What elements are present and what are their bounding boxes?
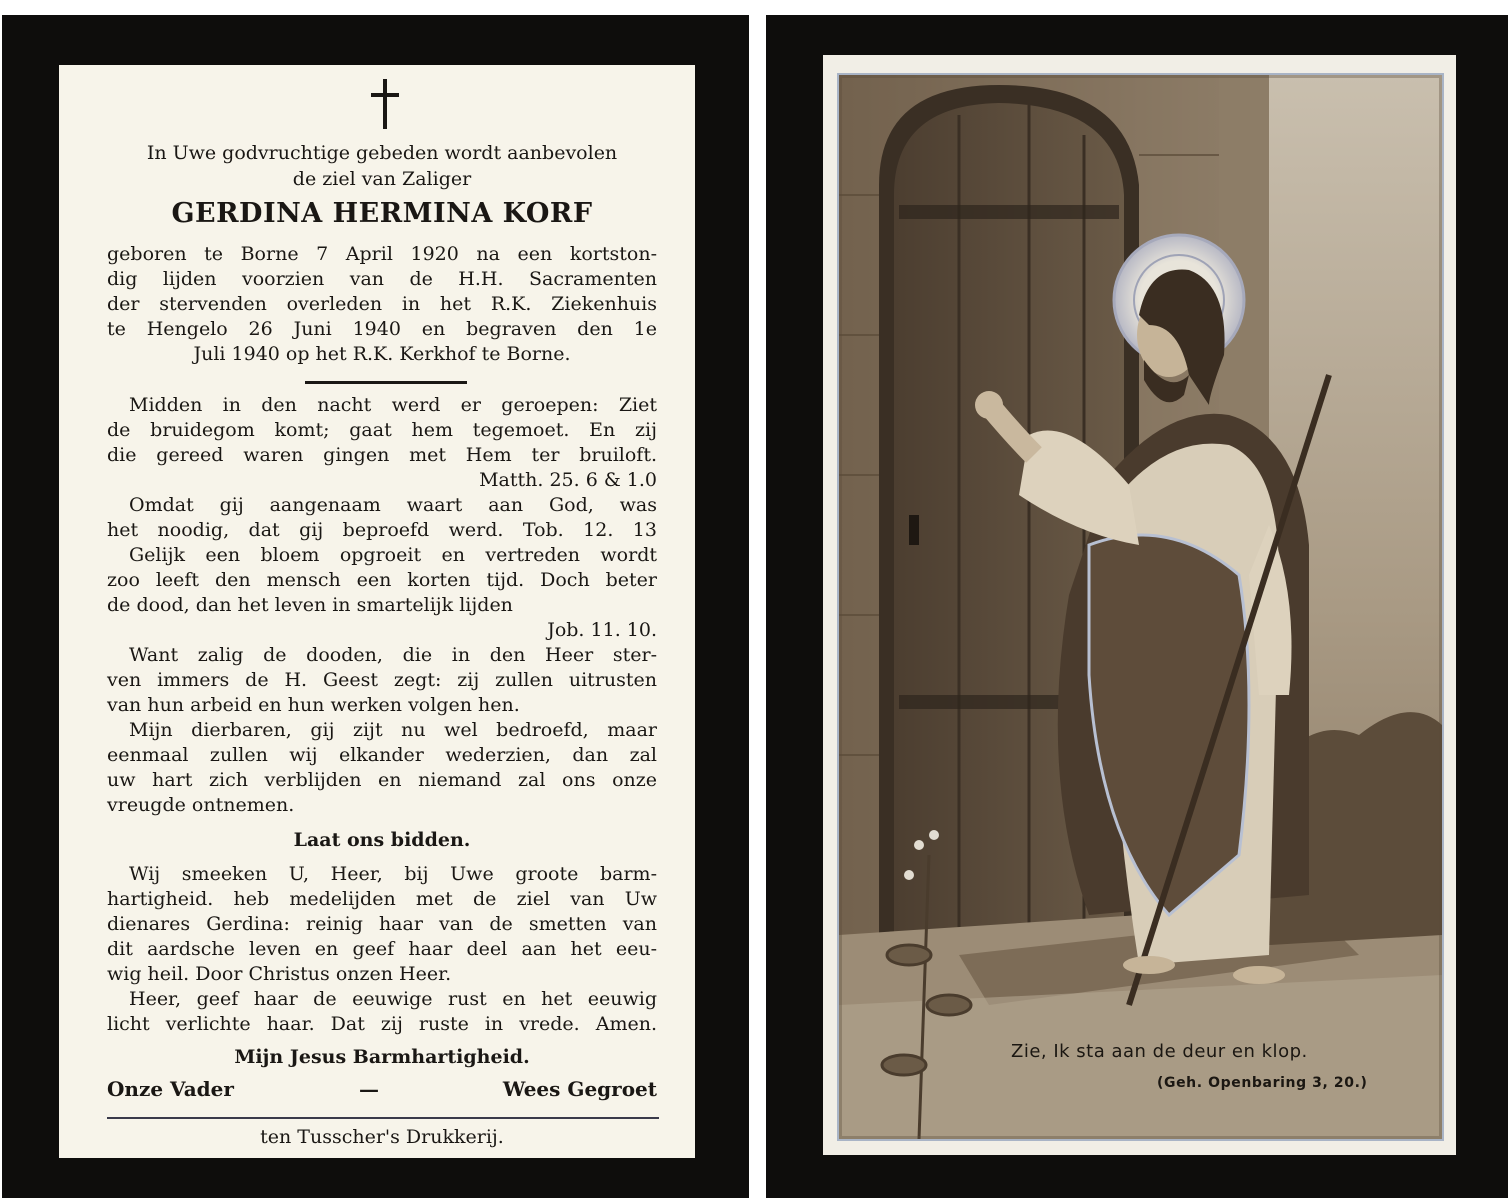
verse-line: Omdat gij aangenaam waart aan God, was (129, 494, 657, 516)
caption-reference: (Geh. Openbaring 3, 20.) (1157, 1075, 1368, 1091)
verse-line: Midden in den nacht werd er geroepen: Ziet (129, 394, 657, 416)
christ-at-the-door-image (839, 75, 1442, 1139)
deceased-name: GERDINA HERMINA KORF (171, 198, 593, 229)
cross-icon (365, 79, 405, 129)
card-paper (823, 55, 1456, 1155)
intro-line: de ziel van Zaliger (292, 168, 472, 190)
verse-line: eenmaal zullen wij elkander wederzien, dan zal (107, 744, 657, 766)
card-paper (59, 65, 695, 1158)
memorial-card-text-side (2, 15, 749, 1198)
verse-line: Gelijk een bloem opgroeit en vertreden wordt (129, 544, 657, 566)
intro-line: In Uwe godvruchtige gebeden wordt aanbevolen (146, 142, 618, 164)
illustration-caption: Zie, Ik sta aan de deur en klop. (1011, 1041, 1308, 1062)
memorial-card-image-side (766, 15, 1508, 1198)
verse-line: ven immers de H. Geest zegt: zij zullen uitrusten (107, 669, 657, 691)
verse-line: de dood, dan het leven in smartelijk lijden (107, 594, 513, 616)
verse-line: Want zalig de dooden, die in den Heer ster- (129, 644, 657, 666)
verse-line: van hun arbeid en hun werken volgen hen. (107, 694, 520, 716)
prayer-line: dienares Gerdina: reinig haar van de smetten van (107, 913, 657, 935)
prayer-line: wig heil. Door Christus onzen Heer. (107, 963, 452, 985)
invocation: Mijn Jesus Barmhartigheid. (234, 1046, 530, 1068)
bio-line: te Hengelo 26 Juni 1940 en begraven den 1e (107, 318, 657, 340)
bio-line: geboren te Borne 7 April 1920 na een kortston- (107, 243, 657, 265)
printer-credit: ten Tusscher's Drukkerij. (260, 1126, 504, 1148)
closing-right: Wees Gegroet (502, 1077, 657, 1101)
verse-reference: Job. 11. 10. (547, 619, 657, 641)
prayer-line: hartigheid. heb medelijden met de ziel van Uw (107, 888, 657, 910)
prayer-line: licht verlichte haar. Dat zij ruste in vrede. Amen. (107, 1013, 657, 1035)
bio-line: dig lijden voorzien van de H.H. Sacramenten (107, 268, 657, 290)
verse-line: die gereed waren gingen met Hem ter bruiloft. (107, 444, 657, 466)
verse-line: het noodig, dat gij beproefd werd. Tob. 12. 13 (107, 519, 657, 541)
closing-left: Onze Vader (107, 1077, 234, 1101)
verse-line: vreugde ontnemen. (107, 794, 295, 816)
bio-line: der stervenden overleden in het R.K. Ziekenhuis (107, 293, 657, 315)
bio-line: Juli 1940 op het R.K. Kerkhof te Borne. (193, 343, 571, 365)
verse-reference: Matth. 25. 6 & 1.0 (479, 469, 657, 491)
devotional-illustration (837, 73, 1444, 1141)
prayer-heading: Laat ons bidden. (293, 829, 471, 851)
prayer-line: Heer, geef haar de eeuwige rust en het eeuwig (129, 988, 657, 1010)
prayer-line: dit aardsche leven en geef haar deel aan het eeu- (107, 938, 657, 960)
bottom-rule (107, 1117, 659, 1119)
verse-line: zoo leeft den mensch een korten tijd. Doch beter (107, 569, 657, 591)
verse-line: Mijn dierbaren, gij zijt nu wel bedroefd, maar (129, 719, 657, 741)
verse-line: de bruidegom komt; gaat hem tegemoet. En zij (107, 419, 657, 441)
prayer-line: Wij smeeken U, Heer, bij Uwe groote barm- (129, 863, 657, 885)
closing-dash: — (359, 1077, 379, 1101)
verse-line: uw hart zich verblijden en niemand zal ons onze (107, 769, 657, 791)
divider (305, 381, 467, 384)
